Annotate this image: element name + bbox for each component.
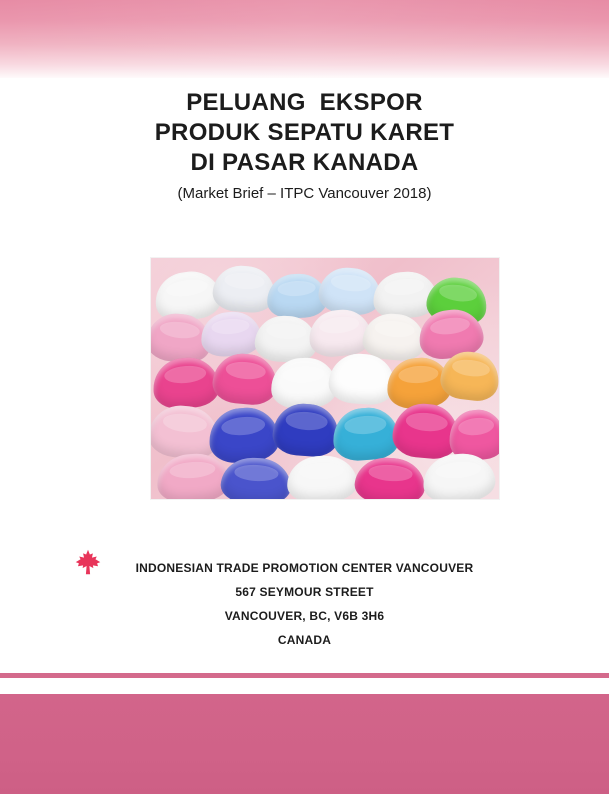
title-line-2: PRODUK SEPATU KARET: [154, 119, 455, 146]
footer-line-city: VANCOUVER, BC, V6B 3H6: [224, 609, 385, 623]
top-band-edge: [0, 78, 609, 80]
title-line-3: DI PASAR KANADA: [190, 149, 419, 176]
subtitle: (Market Brief – ITPC Vancouver 2018): [177, 185, 432, 202]
bottom-decorative-band: [0, 694, 609, 794]
footer-line-organization: INDONESIAN TRADE PROMOTION CENTER VANCOUVER: [135, 561, 474, 575]
footer-address-block: [0, 556, 609, 652]
footer-line-street: 567 SEYMOUR STREET: [235, 585, 374, 599]
title-block: [0, 88, 609, 203]
title-line-1: PELUANG EKSPOR: [186, 89, 423, 116]
top-band-highlight: [0, 0, 609, 80]
cover-image: [151, 258, 499, 499]
footer-line-country: CANADA: [277, 633, 332, 647]
bottom-gap: [0, 678, 609, 694]
top-decorative-band: [0, 0, 609, 80]
